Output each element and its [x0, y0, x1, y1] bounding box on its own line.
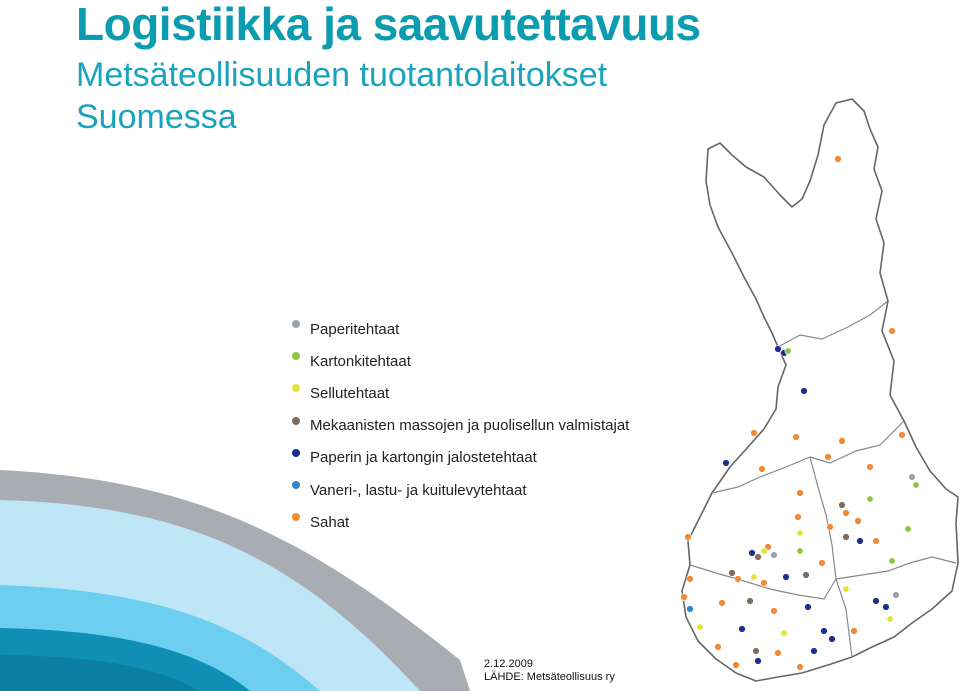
legend-label: Sahat	[310, 513, 350, 531]
mill-marker-paperitehdas	[909, 474, 916, 481]
mill-marker-jalostetehdas	[783, 574, 790, 581]
mill-marker-saha	[827, 524, 834, 531]
mill-marker-saha	[735, 576, 742, 583]
mill-marker-kartonkitehdas	[785, 348, 791, 354]
mill-marker-mekaaninen	[839, 502, 846, 509]
legend-label: Vaneri-, lastu- ja kuitulevytehtaat	[310, 481, 527, 499]
footer-source: LÄHDE: Metsäteollisuus ry	[484, 671, 615, 683]
mill-marker-saha	[819, 560, 826, 567]
legend-item-mekaaniset-massat	[292, 410, 629, 442]
mill-marker-kartonkitehdas	[797, 548, 803, 554]
legend-item-jalostetehtaat	[292, 442, 629, 474]
mill-marker-kartonkitehdas	[913, 482, 919, 488]
legend-dot	[292, 449, 300, 457]
mill-marker-vaneritehdas	[687, 606, 694, 613]
mill-marker-saha	[759, 466, 766, 473]
mill-marker-saha	[719, 600, 726, 607]
mill-marker-jalostetehdas	[755, 658, 762, 665]
mill-marker-paperitehdas	[893, 592, 900, 599]
mill-marker-mekaaninen	[729, 570, 736, 577]
mill-marker-jalostetehdas	[805, 604, 812, 611]
mill-marker-sellutehdas	[781, 630, 787, 636]
mill-marker-jalostetehdas	[811, 648, 818, 655]
mill-marker-saha	[751, 430, 758, 437]
mill-marker-saha	[889, 328, 896, 335]
legend-label: Kartonkitehtaat	[310, 352, 411, 370]
mill-marker-kartonkitehdas	[867, 496, 873, 502]
mill-marker-jalostetehdas	[801, 388, 808, 395]
mill-marker-saha	[839, 438, 846, 445]
header	[76, 0, 756, 138]
legend-label: Mekaanisten massojen ja puolisellun valmistajat	[310, 417, 630, 435]
mill-marker-jalostetehdas	[749, 550, 756, 557]
mill-marker-saha	[795, 514, 802, 521]
mill-marker-saha	[775, 650, 782, 657]
footer	[484, 658, 615, 684]
mill-marker-saha	[685, 534, 692, 541]
legend-label: Paperin ja kartongin jalostetehtaat	[310, 449, 537, 467]
legend-dot	[292, 417, 300, 425]
legend-item-sahat	[292, 506, 629, 538]
mill-marker-jalostetehdas	[857, 538, 864, 545]
legend-item-sellutehtaat	[292, 377, 629, 409]
mill-marker-mekaaninen	[747, 598, 754, 605]
mill-marker-saha	[899, 432, 906, 439]
page-subtitle: Metsäteollisuuden tuotantolaitokset Suomessa	[76, 56, 608, 136]
mill-marker-saha	[793, 434, 800, 441]
legend-dot	[292, 481, 300, 489]
mill-marker-sellutehdas	[751, 574, 757, 580]
mill-marker-jalostetehdas	[883, 604, 890, 611]
mill-marker-jalostetehdas	[873, 598, 880, 605]
legend-label: Sellutehtaat	[310, 384, 390, 402]
mill-marker-mekaaninen	[803, 572, 810, 579]
legend-label: Paperitehtaat	[310, 320, 400, 338]
legend-dot	[292, 384, 300, 392]
mill-marker-mekaaninen	[755, 554, 762, 561]
mill-marker-saha	[681, 594, 688, 601]
finland-map	[660, 95, 960, 691]
legend-item-paperitehtaat	[292, 313, 629, 345]
finland-outline	[682, 99, 958, 681]
mill-marker-saha	[715, 644, 722, 651]
footer-date: 2.12.2009	[484, 658, 533, 670]
mill-marker-sellutehdas	[797, 530, 803, 536]
mill-marker-sellutehdas	[697, 624, 703, 630]
mill-marker-saha	[851, 628, 858, 635]
mill-marker-saha	[867, 464, 874, 471]
mill-marker-sellutehdas	[887, 616, 893, 622]
mill-marker-jalostetehdas	[739, 626, 746, 633]
mill-marker-saha	[771, 608, 778, 615]
mill-marker-mekaaninen	[843, 534, 850, 541]
mill-marker-jalostetehdas	[775, 346, 782, 353]
legend-item-kartonkitehtaat	[292, 345, 629, 377]
mill-marker-saha	[873, 538, 880, 545]
mill-marker-saha	[835, 156, 842, 163]
mill-marker-mekaaninen	[753, 648, 760, 655]
page-title: Logistiikka ja saavutettavuus	[76, 0, 701, 50]
mill-marker-saha	[687, 576, 694, 583]
mill-marker-jalostetehdas	[723, 460, 730, 467]
mill-marker-paperitehdas	[771, 552, 778, 559]
mill-marker-sellutehdas	[843, 586, 849, 592]
mill-marker-sellutehdas	[761, 548, 767, 554]
mill-marker-saha	[797, 490, 804, 497]
mill-marker-kartonkitehdas	[905, 526, 911, 532]
mill-marker-saha	[797, 664, 804, 671]
mill-marker-kartonkitehdas	[889, 558, 895, 564]
mill-marker-saha	[761, 580, 768, 587]
mill-marker-saha	[733, 662, 740, 669]
mill-marker-jalostetehdas	[829, 636, 836, 643]
mill-marker-saha	[843, 510, 850, 517]
legend-dot	[292, 320, 300, 328]
map-legend	[292, 313, 629, 538]
mill-marker-jalostetehdas	[821, 628, 828, 635]
mill-marker-saha	[825, 454, 832, 461]
legend-dot	[292, 513, 300, 521]
legend-dot	[292, 352, 300, 360]
mill-marker-saha	[855, 518, 862, 525]
legend-item-levytehtaat	[292, 474, 629, 506]
